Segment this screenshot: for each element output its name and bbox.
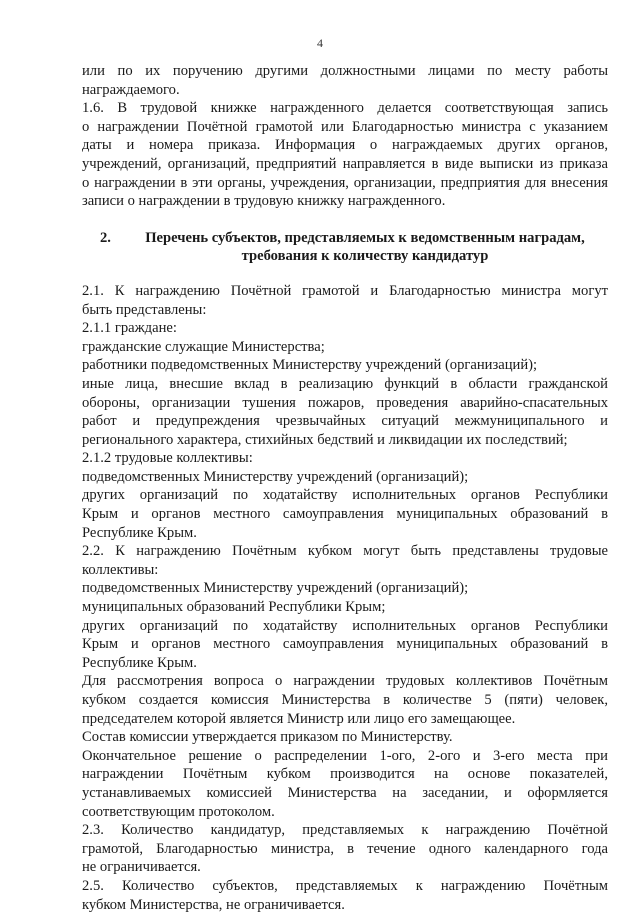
paragraph-commission-composition: Состав комиссии утверждается приказом по Министерству. — [82, 729, 453, 746]
document-body — [82, 62, 608, 914]
text-line: председателем которой является Министр или лицо его замещающее. — [82, 710, 516, 727]
list-item: муниципальных образований Республики Крым; — [82, 599, 386, 616]
paragraph-2-1: 2.1. К награждению Почётной грамотой и Благодарностью министра могут — [82, 282, 608, 299]
paragraph-1-6: 1.6. В трудовой книжке награжденного делается соответствующая запись — [82, 100, 608, 117]
text-line: кубком Министерства, не ограничивается. — [82, 896, 345, 913]
paragraph-2-3: 2.3. Количество кандидатур, представляемых к награждению Почётной — [82, 822, 608, 839]
text-line: учреждений, организаций, предприятий направляется в виде выписки из приказа — [82, 155, 608, 172]
text-line: о награждении в эти органы, учреждения, организации, предприятия для внесения — [82, 174, 608, 191]
text-line: быть представлены: — [82, 301, 207, 318]
list-item: других организаций по ходатайству исполнительных органов Республики — [82, 617, 608, 634]
paragraph-2-1-2: 2.1.2 трудовые коллективы: — [82, 450, 253, 467]
text-line: обороны, организации тушения пожаров, проведения аварийно-спасательных — [82, 394, 608, 411]
text-line: регионального характера, стихийных бедствий и ликвидации их последствий; — [82, 431, 568, 448]
text-line: соответствующим протоколом. — [82, 803, 275, 820]
text-line: не ограничивается. — [82, 859, 201, 876]
list-item: других организаций по ходатайству исполнительных органов Республики — [82, 487, 608, 504]
section-title-line-1: Перечень субъектов, представляемых к ведомственным наградам, — [145, 229, 585, 246]
text-line: Республике Крым. — [82, 524, 197, 541]
section-heading — [82, 229, 608, 266]
list-item: подведомственных Министерству учреждений (организаций); — [82, 580, 469, 597]
text-line: награждении Почётным кубком производится на основе показателей, — [82, 766, 608, 783]
text-line: грамотой, Благодарностью министра, в течение одного календарного года — [82, 840, 608, 857]
text-line: работ и предупреждения чрезвычайных ситуаций межмуниципального и — [82, 413, 608, 430]
text-line: награждаемого. — [82, 81, 180, 98]
text-line: о награждении Почётной грамотой или Благодарностью министра с указанием — [82, 118, 608, 135]
list-item: гражданские служащие Министерства; — [82, 338, 325, 355]
list-item: подведомственных Министерству учреждений (организаций); — [82, 468, 469, 485]
text-line: Крым и органов местного самоуправления муниципальных образований в — [82, 636, 608, 653]
paragraph-2-2: 2.2. К награждению Почётным кубком могут быть представлены трудовые — [82, 543, 608, 560]
text-line: или по их поручению другими должностными лицами по месту работы — [82, 63, 608, 79]
text-line: записи о награждении в трудовую книжку награжденного. — [82, 193, 446, 210]
paragraph-final-decision: Окончательное решение о распределении 1-ого, 2-ого и 3-его места при — [82, 747, 608, 764]
list-item: работники подведомственных Министерству учреждений (организаций); — [82, 357, 538, 374]
text-line: даты и номера приказа. Информация о награждаемых других органов, — [82, 137, 608, 154]
page-number: 4 — [317, 36, 323, 50]
text-line: коллективы: — [82, 561, 159, 578]
text-line: Крым и органов местного самоуправления муниципальных образований в — [82, 506, 608, 523]
text-line: Республике Крым. — [82, 654, 197, 671]
section-number: 2. — [100, 229, 111, 246]
text-line: устанавливаемых комиссией Министерства на заседании, и оформляется — [82, 784, 608, 801]
paragraph-2-5: 2.5. Количество субъектов, представляемых к награждению Почётным — [82, 877, 608, 894]
text-line: кубком создается комиссия Министерства в количестве 5 (пяти) человек, — [82, 692, 608, 708]
paragraph-commission: Для рассмотрения вопроса о награждении трудовых коллективов Почётным — [82, 673, 608, 690]
section-title-line-2: требования к количеству кандидатур — [241, 248, 489, 265]
list-item: иные лица, внесшие вклад в реализацию функций в области гражданской — [82, 375, 608, 392]
paragraph-2-1-1: 2.1.1 граждане: — [82, 320, 177, 337]
